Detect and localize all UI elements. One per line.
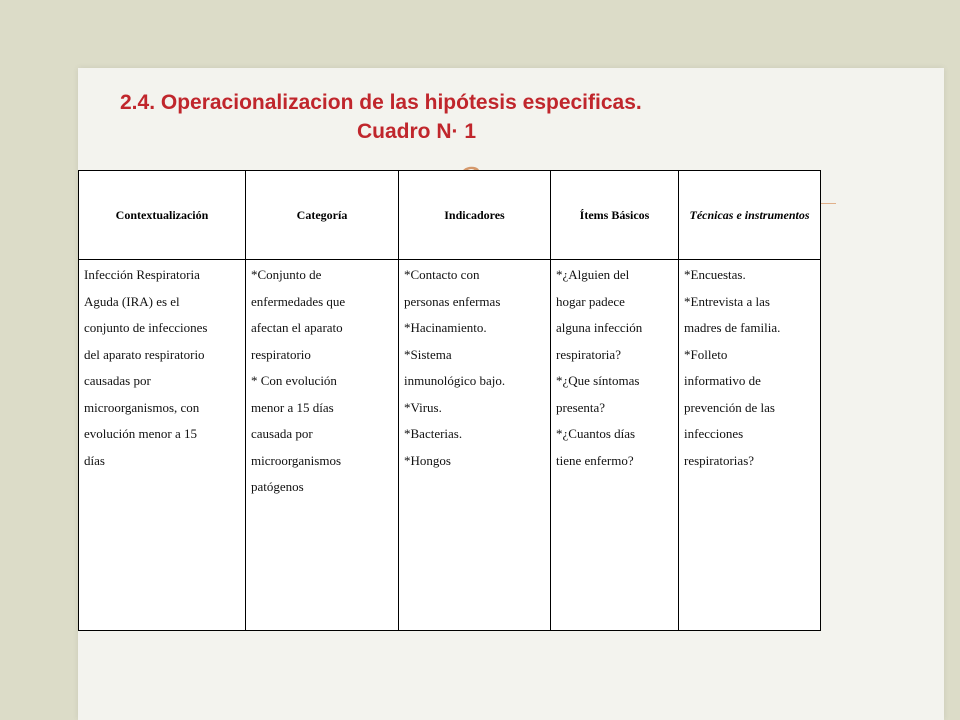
cell-line: madres de familia.	[684, 320, 781, 335]
cell-line: respiratorio	[251, 346, 311, 362]
cell-line: inmunológico bajo.	[404, 373, 506, 388]
cell-line: del aparato respiratorio	[84, 346, 205, 362]
operationalization-table	[78, 170, 821, 631]
cell-line: tiene enfermo?	[556, 452, 634, 468]
title-line-1: 2.4. Operacionalizacion de las hipótesis especificas.	[120, 91, 642, 114]
header-categoria: Categoría	[246, 171, 399, 260]
cell-line: informativo de	[684, 373, 761, 388]
cell-line: microorganismos	[251, 452, 342, 468]
cell-line: * Con evolución	[251, 373, 337, 388]
cell-line: *¿Que síntomas	[556, 373, 640, 388]
cell-line: conjunto de infecciones	[84, 320, 208, 335]
cell-contextualizacion	[79, 260, 246, 631]
cell-line: *Entrevista a las	[684, 293, 770, 309]
cell-line: *Virus.	[404, 399, 442, 415]
cell-line: microorganismos, con	[84, 399, 200, 415]
cell-categoria	[246, 260, 399, 631]
cell-line: *¿Alguien del	[556, 267, 630, 282]
cell-line: Infección Respiratoria	[84, 267, 200, 282]
cell-line: *Conjunto de	[251, 267, 322, 282]
cell-tecnicas	[679, 260, 821, 631]
cell-line: personas enfermas	[404, 293, 501, 309]
cell-line: *Contacto con	[404, 267, 480, 282]
table-header-row	[79, 171, 821, 260]
cell-line: causada por	[251, 426, 313, 441]
cell-line: patógenos	[251, 479, 304, 494]
cell-line: *Encuestas.	[684, 267, 746, 282]
cell-line: prevención de las	[684, 399, 775, 415]
header-indicadores: Indicadores	[399, 171, 551, 260]
cell-line: infecciones	[684, 426, 744, 441]
cell-line: *Bacterias.	[404, 426, 463, 441]
cell-line: alguna infección	[556, 320, 643, 335]
cell-line: días	[84, 452, 105, 468]
header-tecnicas: Técnicas e instrumentos	[679, 171, 821, 260]
cell-line: *¿Cuantos días	[556, 426, 636, 441]
table-row	[79, 260, 821, 631]
cell-line: respiratorias?	[684, 452, 755, 468]
cell-line: evolución menor a 15	[84, 426, 197, 441]
header-contextualizacion: Contextualización	[79, 171, 246, 260]
cell-line: presenta?	[556, 399, 606, 415]
cell-line: Aguda (IRA) es el	[84, 293, 180, 309]
header-items-basicos: Ítems Básicos	[551, 171, 679, 260]
cell-line: *Sistema	[404, 346, 452, 362]
title-line-2: Cuadro N· 1	[357, 120, 477, 143]
cell-indicadores	[399, 260, 551, 631]
slide-title	[120, 88, 760, 146]
cell-line: hogar padece	[556, 293, 625, 309]
cell-line: *Hongos	[404, 452, 451, 468]
cell-items-basicos	[551, 260, 679, 631]
cell-line: afectan el aparato	[251, 320, 343, 335]
cell-line: respiratoria?	[556, 346, 621, 362]
cell-line: *Folleto	[684, 346, 728, 362]
cell-line: enfermedades que	[251, 293, 346, 309]
cell-line: causadas por	[84, 373, 151, 388]
cell-line: *Hacinamiento.	[404, 320, 487, 335]
cell-line: menor a 15 días	[251, 399, 334, 415]
